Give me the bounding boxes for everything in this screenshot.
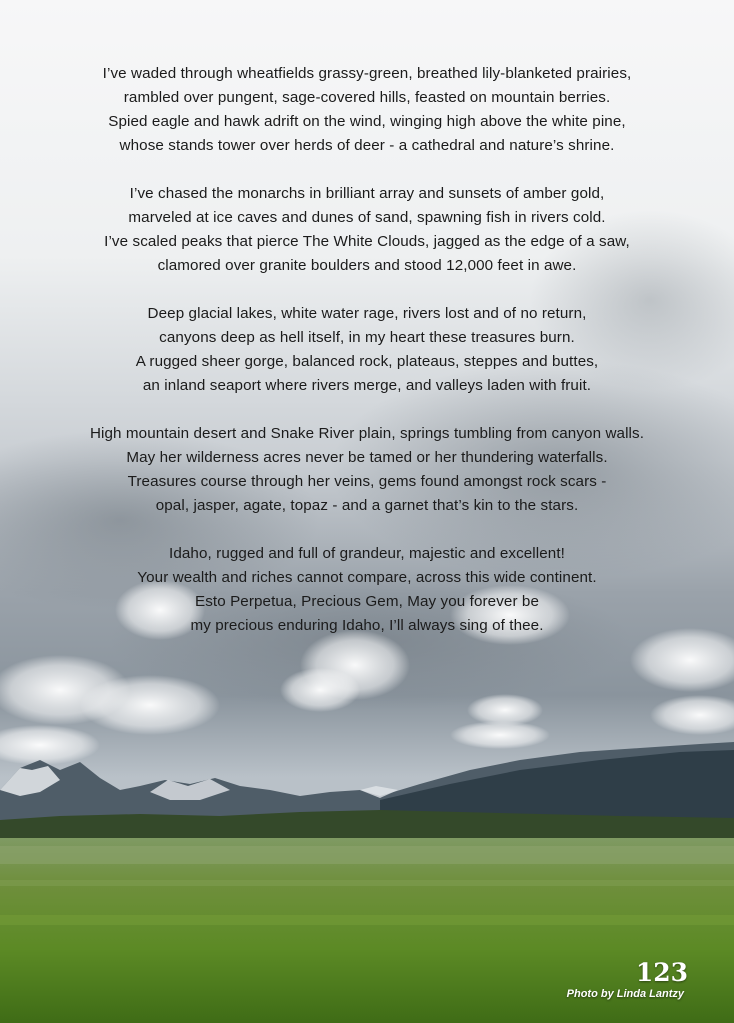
poem-line: rambled over pungent, sage-covered hills, feasted on mountain berries. [123,89,611,106]
poem-line: canyons deep as hell itself, in my heart these treasures burn. [159,329,575,346]
poem-line: High mountain desert and Snake River plain, springs tumbling from canyon walls. [89,425,645,442]
poem-line: marveled at ice caves and dunes of sand, spawning fish in rivers cold. [128,209,606,226]
poem-line: an inland seaport where rivers merge, and valleys laden with fruit. [142,377,592,394]
poem-line: Deep glacial lakes, white water rage, rivers lost and of no return, [147,305,587,322]
stanza-3 [0,302,734,398]
poem-line: Idaho, rugged and full of grandeur, majestic and excellent! [169,545,565,562]
poem-line: May her wilderness acres never be tamed or her thundering waterfalls. [126,449,608,466]
poem-line: Your wealth and riches cannot compare, across this wide continent. [137,569,597,586]
poem-line: I’ve chased the monarchs in brilliant array and sunsets of amber gold, [129,185,605,202]
poem-line: I’ve waded through wheatfields grassy-green, breathed lily-blanketed prairies, [102,65,632,82]
poem-line: whose stands tower over herds of deer - a cathedral and nature’s shrine. [119,137,615,154]
stanza-1 [0,62,734,158]
poem-line: A rugged sheer gorge, balanced rock, plateaus, steppes and buttes, [135,353,599,370]
page-number: 123 [635,958,688,987]
poem [0,62,734,662]
stanza-5 [0,542,734,638]
stanza-2 [0,182,734,278]
photo-credit: Photo by Linda Lantzy [566,988,684,1000]
stanza-4 [0,422,734,518]
poem-line: Spied eagle and hawk adrift on the wind, winging high above the white pine, [108,113,626,130]
poem-line: I’ve scaled peaks that pierce The White Clouds, jagged as the edge of a saw, [104,233,630,250]
poem-line: Esto Perpetua, Precious Gem, May you forever be [194,593,540,610]
poem-line: clamored over granite boulders and stood 12,000 feet in awe. [157,257,577,274]
poem-line: my precious enduring Idaho, I’ll always sing of thee. [190,617,544,634]
poem-line: Treasures course through her veins, gems found amongst rock scars - [127,473,607,490]
poem-line: opal, jasper, agate, topaz - and a garnet that’s kin to the stars. [155,497,579,514]
